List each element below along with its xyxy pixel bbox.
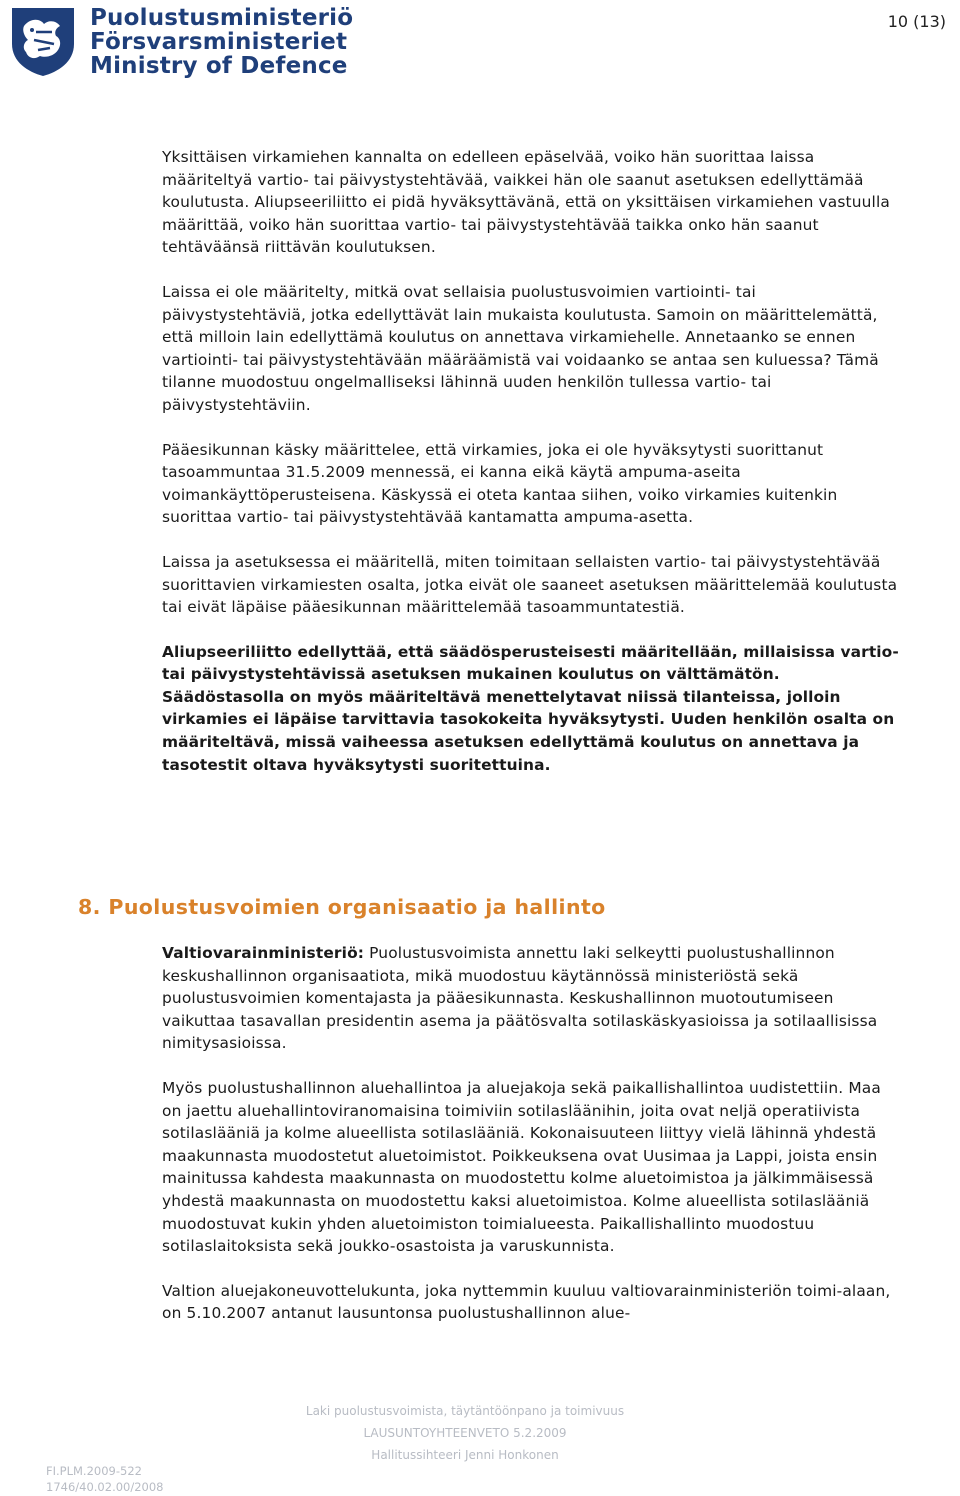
- body-text: [162, 146, 902, 798]
- footer-author: Hallitussihteeri Jenni Honkonen: [371, 1448, 559, 1462]
- footer-doc-type: LAUSUNTOYHTEENVETO 5.2.2009: [363, 1426, 567, 1440]
- section-heading: 8. Puolustusvoimien organisaatio ja hallinto: [78, 895, 606, 919]
- ministry-logo: [6, 4, 366, 78]
- footer-ref-1: FI.PLM.2009-522: [46, 1464, 142, 1478]
- footer-title: Laki puolustusvoimista, täytäntöönpano ja toimivuus: [305, 1404, 625, 1418]
- bold-paragraph: Aliupseeriliitto edellyttää, että säädösperusteisesti määritellään, millaisissa vartio- tai päivystystehtävissä asetuksen mukainen koulutus on välttämätön. Säädöstasolla on myös määriteltävä menettelytavat niissä tilanteissa, jolloin virkamies ei läpäise tarvittavia tasokokeita hyväksytysti. Uuden henkilön osalta on määriteltävä, missä vaiheessa asetuksen edellyttämä koulutus on annettava ja tasotestit oltava hyväksytysti suoritettuina.: [162, 642, 899, 774]
- paragraph: Pääesikunnan käsky määrittelee, että virkamies, joka ei ole hyväksytysti suorittanut tasoammuntaa 31.5.2009 mennessä, ei kanna eikä käytä ampuma-aseita voimankäyttöperusteisena. Käskyssä ei oteta kantaa siihen, voiko virkamies kuitenkin suorittaa vartio- tai päivystystehtävää kantamatta ampuma-asetta.: [162, 440, 838, 527]
- logo-line-fi: Puolustusministeriö: [90, 5, 354, 31]
- paragraph: [162, 942, 902, 1055]
- footer-ref-2: 1746/40.02.00/2008: [46, 1480, 164, 1494]
- paragraph: Yksittäisen virkamiehen kannalta on edelleen epäselvää, voiko hän suorittaa laissa määriteltyä vartio- tai päivystystehtävää, vaikkei hän ole saanut asetuksen edellyttämää koulutusta. Aliupseeriliitto ei pidä hyväksyttävänä, että on yksittäisen virkamiehen vastuulla määrittää, voiko hän suorittaa vartio- tai päivystystehtävää taikka onko hän saanut tehtäväänsä riittävän koulutuksen.: [162, 148, 890, 257]
- logo-line-en: Ministry of Defence: [90, 53, 348, 79]
- logo-line-sv: Försvarsministeriet: [90, 29, 348, 55]
- paragraph: Laissa ja asetuksessa ei määritellä, miten toimitaan sellaisten vartio- tai päivystystehtävää suorittavien virkamiesten osalta, jotka eivät ole saaneet asetuksen määrittelemää koulutusta tai eivät läpäise pääesikunnan määrittelemää tasoammuntatestiä.: [162, 552, 898, 617]
- lead-text: Puolustusvoimista annettu laki selkeytti puolustushallinnon keskushallinnon organisaatiota, mikä muodostuu käytännössä ministeriöstä sekä puolustusvoimien komentajasta ja pääesikunnasta. Keskushallinnon muotoutumiseen vaikuttaa tasavallan presidentin asema ja päätösvalta sotilaskäskyasioissa ja sotilaallisissa nimitysasioissa.: [162, 944, 878, 1053]
- paragraph: Valtion aluejakoneuvottelukunta, joka nyttemmin kuuluu valtiovarainministeriön toimi-alaan, on 5.10.2007 antanut lausuntonsa puolustushallinnon alue-: [162, 1281, 891, 1323]
- footer-reference: [46, 1463, 164, 1495]
- lion-crest-icon: [6, 4, 80, 78]
- paragraph: Laissa ei ole määritelty, mitkä ovat sellaisia puolustusvoimien vartiointi- tai päivystystehtäviä, jotka edellyttävät lain mukaista koulutusta. Samoin on määrittelemättä, että milloin lain edellyttämä koulutus on annettava virkamiehelle. Annetaanko se ennen vartiointi- tai päivystystehtävään määräämistä vai voidaanko se antaa sen kuluessa? Tämä tilanne muodostuu ongelmalliseksi lähinnä uuden henkilön tullessa vartio- tai päivystystehtäviin.: [162, 282, 879, 414]
- page-number: 10 (13): [887, 12, 946, 31]
- section-body: [162, 942, 902, 1347]
- lead-label: Valtiovarainministeriö:: [162, 944, 365, 962]
- footer-center: [300, 1400, 630, 1466]
- paragraph: Myös puolustushallinnon aluehallintoa ja aluejakoja sekä paikallishallintoa uudistettiin. Maa on jaettu aluehallintoviranomaisina toimiviin sotilasläänihin, joita ovat neljä operatiivista sotilaslääniä ja kolme alueellista sotilaslääniä. Kokonaisuuteen liittyy vielä lähinnä yhdestä maakunnasta muodostetut aluetoimistot. Poikkeuksena ovat Uusimaa ja Lappi, joista ensin mainitussa kahdesta maakunnasta on muodostettu kolme aluetoimistoa ja jälkimmäisessä yhdestä maakunnasta on muodostettu kaksi aluetoimistoa. Kolme alueellista sotilaslääniä muodostuvat kukin yhden aluetoimiston toimialueesta. Paikallishallinto muodostuu sotilaslaitoksista sekä joukko-osastoista ja varuskunnista.: [162, 1078, 881, 1256]
